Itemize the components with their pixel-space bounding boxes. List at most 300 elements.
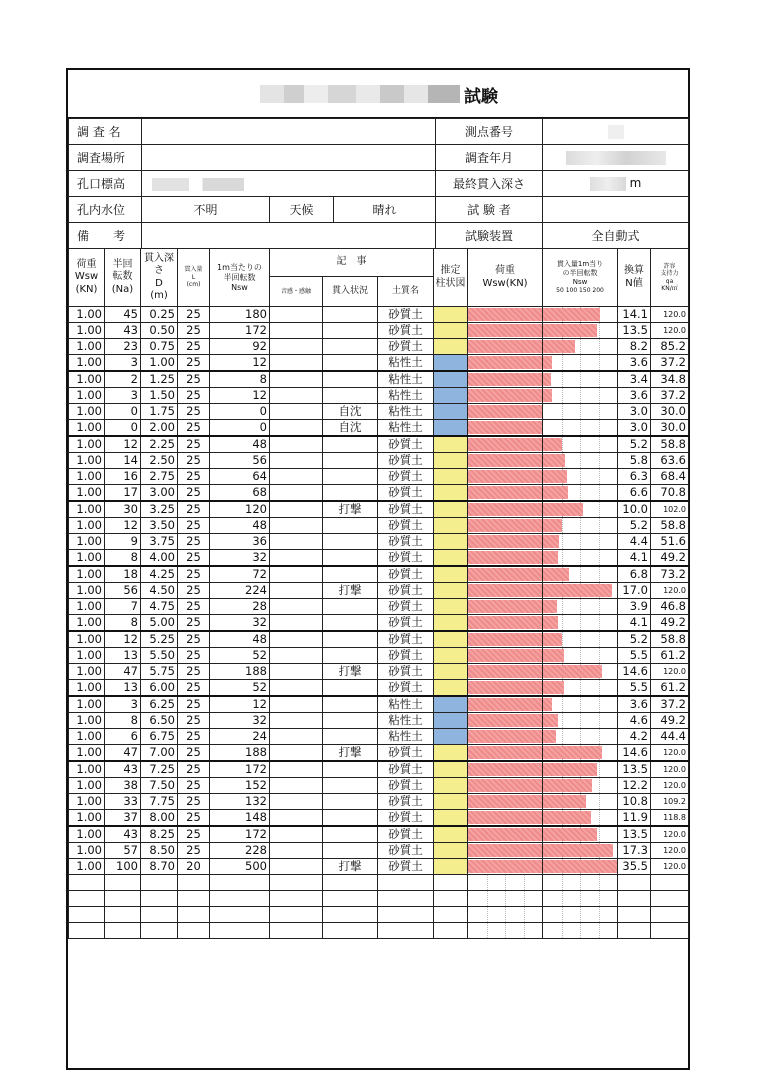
cell-load-bar xyxy=(468,648,543,664)
cell-n-value: 5.8 xyxy=(618,453,651,469)
cell-nsw-bar xyxy=(543,794,618,810)
table-row xyxy=(69,696,689,713)
cell-n-value: 14.6 xyxy=(618,664,651,680)
cell-load-bar xyxy=(468,339,543,355)
load-bar xyxy=(468,389,542,402)
cell-soil: 砂質土 xyxy=(378,469,434,485)
soil-column-fill xyxy=(434,615,467,630)
cell-soil: 粘性土 xyxy=(378,713,434,729)
cell-na: 3 xyxy=(105,388,141,404)
cell-nsw: 172 xyxy=(210,323,270,339)
load-bar xyxy=(468,454,542,467)
cell-nsw-bar xyxy=(543,761,618,778)
load-bar xyxy=(468,421,542,434)
empty-cell xyxy=(378,875,434,891)
label-final-depth: 最終貫入深さ xyxy=(436,171,543,197)
cell-na: 3 xyxy=(105,696,141,713)
cell-penetration: 25 xyxy=(178,599,210,615)
value-weather: 晴れ xyxy=(334,197,436,223)
cell-sound xyxy=(270,323,323,339)
value-tester xyxy=(543,197,689,223)
cell-qa: 34.8 xyxy=(651,371,689,388)
cell-na: 57 xyxy=(105,843,141,859)
header-column: 推定 柱状図 xyxy=(434,249,468,307)
cell-column-chart xyxy=(434,501,468,518)
table-row xyxy=(69,778,689,794)
cell-wsw: 1.00 xyxy=(69,615,105,632)
empty-cell xyxy=(210,907,270,923)
soil-column-fill xyxy=(434,778,467,793)
cell-n-value: 3.6 xyxy=(618,696,651,713)
cell-nsw-bar xyxy=(543,388,618,404)
cell-depth: 4.75 xyxy=(141,599,178,615)
cell-na: 8 xyxy=(105,713,141,729)
cell-load-bar xyxy=(468,404,543,420)
cell-nsw: 172 xyxy=(210,761,270,778)
cell-column-chart xyxy=(434,485,468,502)
cell-penetration: 25 xyxy=(178,534,210,550)
cell-depth: 2.50 xyxy=(141,453,178,469)
cell-wsw: 1.00 xyxy=(69,599,105,615)
cell-depth: 4.25 xyxy=(141,566,178,583)
cell-na: 8 xyxy=(105,550,141,567)
cell-n-value: 3.0 xyxy=(618,420,651,437)
cell-na: 33 xyxy=(105,794,141,810)
cell-column-chart xyxy=(434,859,468,875)
cell-sound xyxy=(270,599,323,615)
cell-penetration: 25 xyxy=(178,339,210,355)
table-row xyxy=(69,518,689,534)
soil-column-fill xyxy=(434,762,467,777)
cell-column-chart xyxy=(434,810,468,827)
cell-penetration: 25 xyxy=(178,713,210,729)
cell-sound xyxy=(270,729,323,745)
cell-soil: 粘性土 xyxy=(378,388,434,404)
cell-n-value: 6.8 xyxy=(618,566,651,583)
cell-soil: 砂質土 xyxy=(378,615,434,632)
cell-soil: 粘性土 xyxy=(378,696,434,713)
nsw-bar xyxy=(543,811,591,824)
table-row xyxy=(69,859,689,875)
cell-n-value: 5.5 xyxy=(618,648,651,664)
cell-column-chart xyxy=(434,664,468,680)
table-row xyxy=(69,664,689,680)
cell-qa: 120.0 xyxy=(651,859,689,875)
nsw-chart-ticks: 50 100 150 200 xyxy=(556,287,604,295)
empty-cell xyxy=(178,875,210,891)
load-bar xyxy=(468,340,542,353)
cell-column-chart xyxy=(434,371,468,388)
header-nsw: 1m当たりの 半回転数 Nsw xyxy=(210,249,270,307)
empty-cell xyxy=(618,891,651,907)
cell-sound xyxy=(270,436,323,453)
cell-load-bar xyxy=(468,518,543,534)
header-n-value: 換算 N値 xyxy=(618,249,651,307)
cell-depth: 3.75 xyxy=(141,534,178,550)
cell-wsw: 1.00 xyxy=(69,420,105,437)
cell-sound xyxy=(270,778,323,794)
soil-column-fill xyxy=(434,388,467,403)
empty-cell xyxy=(618,923,651,939)
cell-depth: 6.00 xyxy=(141,680,178,697)
info-row-survey-name xyxy=(69,119,689,145)
cell-wsw: 1.00 xyxy=(69,404,105,420)
nsw-bar xyxy=(543,486,568,499)
cell-penetration: 25 xyxy=(178,469,210,485)
cell-qa: 30.0 xyxy=(651,404,689,420)
table-row xyxy=(69,599,689,615)
cell-penetration-state: 自沈 xyxy=(323,404,378,420)
cell-qa: 49.2 xyxy=(651,713,689,729)
nsw-bar xyxy=(543,665,602,678)
cell-nsw-bar xyxy=(543,501,618,518)
cell-wsw: 1.00 xyxy=(69,729,105,745)
header-penetration: 貫入量 L (cm) xyxy=(178,249,210,307)
table-row xyxy=(69,550,689,567)
cell-na: 23 xyxy=(105,339,141,355)
cell-soil: 砂質土 xyxy=(378,453,434,469)
cell-depth: 0.50 xyxy=(141,323,178,339)
page-title: 試験 xyxy=(464,87,498,107)
nsw-bar xyxy=(543,519,562,532)
value-point-number xyxy=(543,119,689,145)
cell-column-chart xyxy=(434,307,468,323)
cell-penetration: 25 xyxy=(178,583,210,599)
soil-column-fill xyxy=(434,713,467,728)
cell-depth: 1.00 xyxy=(141,355,178,372)
empty-cell xyxy=(651,907,689,923)
label-survey-date: 調査年月 xyxy=(436,145,543,171)
info-table xyxy=(68,118,689,249)
cell-penetration-state: 打撃 xyxy=(323,583,378,599)
soil-column-fill xyxy=(434,859,467,874)
header-load-kn: 荷重 Wsw(KN) xyxy=(468,249,543,307)
cell-n-value: 13.5 xyxy=(618,323,651,339)
empty-cell xyxy=(378,891,434,907)
cell-column-chart xyxy=(434,355,468,372)
soil-column-fill xyxy=(434,583,467,598)
empty-cell xyxy=(178,923,210,939)
cell-soil: 砂質土 xyxy=(378,323,434,339)
cell-soil: 砂質土 xyxy=(378,631,434,648)
cell-column-chart xyxy=(434,599,468,615)
empty-cell xyxy=(69,923,105,939)
load-bar xyxy=(468,811,542,824)
cell-load-bar xyxy=(468,420,543,437)
load-bar xyxy=(468,730,542,743)
cell-nsw: 48 xyxy=(210,518,270,534)
cell-nsw: 12 xyxy=(210,355,270,372)
header-kiji: 記 事 xyxy=(270,249,434,277)
cell-na: 3 xyxy=(105,355,141,372)
cell-load-bar xyxy=(468,583,543,599)
table-row xyxy=(69,794,689,810)
load-bar xyxy=(468,714,542,727)
cell-nsw: 120 xyxy=(210,501,270,518)
cell-penetration-state xyxy=(323,307,378,323)
cell-load-bar xyxy=(468,631,543,648)
cell-wsw: 1.00 xyxy=(69,778,105,794)
cell-nsw-bar xyxy=(543,323,618,339)
empty-cell xyxy=(141,923,178,939)
cell-penetration-state: 打撃 xyxy=(323,664,378,680)
cell-column-chart xyxy=(434,826,468,843)
cell-n-value: 8.2 xyxy=(618,339,651,355)
load-bar xyxy=(468,503,542,516)
cell-nsw: 8 xyxy=(210,371,270,388)
nsw-bar xyxy=(543,503,583,516)
table-row xyxy=(69,469,689,485)
cell-qa: 63.6 xyxy=(651,453,689,469)
cell-n-value: 5.2 xyxy=(618,436,651,453)
cell-sound xyxy=(270,664,323,680)
cell-qa: 37.2 xyxy=(651,388,689,404)
cell-depth: 6.50 xyxy=(141,713,178,729)
cell-wsw: 1.00 xyxy=(69,745,105,762)
soil-column-fill xyxy=(434,794,467,809)
cell-qa: 120.0 xyxy=(651,323,689,339)
empty-cell xyxy=(468,907,543,923)
label-weather: 天候 xyxy=(270,197,334,223)
cell-qa: 120.0 xyxy=(651,826,689,843)
cell-nsw: 32 xyxy=(210,550,270,567)
label-location: 調査場所 xyxy=(69,145,142,171)
empty-cell xyxy=(651,923,689,939)
cell-penetration-state xyxy=(323,388,378,404)
table-row xyxy=(69,566,689,583)
cell-nsw-bar xyxy=(543,420,618,437)
empty-cell xyxy=(323,923,378,939)
cell-wsw: 1.00 xyxy=(69,631,105,648)
cell-wsw: 1.00 xyxy=(69,696,105,713)
load-bar xyxy=(468,633,542,646)
cell-nsw: 32 xyxy=(210,713,270,729)
empty-cell xyxy=(178,907,210,923)
cell-wsw: 1.00 xyxy=(69,355,105,372)
cell-depth: 1.50 xyxy=(141,388,178,404)
cell-n-value: 4.1 xyxy=(618,550,651,567)
cell-qa: 30.0 xyxy=(651,420,689,437)
empty-cell xyxy=(543,875,618,891)
cell-nsw: 92 xyxy=(210,339,270,355)
cell-wsw: 1.00 xyxy=(69,469,105,485)
cell-soil: 粘性土 xyxy=(378,729,434,745)
cell-load-bar xyxy=(468,761,543,778)
cell-soil: 砂質土 xyxy=(378,664,434,680)
cell-load-bar xyxy=(468,729,543,745)
cell-sound xyxy=(270,859,323,875)
cell-nsw-bar xyxy=(543,648,618,664)
redacted-date xyxy=(566,151,666,165)
cell-load-bar xyxy=(468,534,543,550)
header-row-1 xyxy=(69,249,689,277)
empty-cell xyxy=(434,891,468,907)
data-table xyxy=(68,306,689,939)
cell-depth: 8.50 xyxy=(141,843,178,859)
cell-penetration: 25 xyxy=(178,355,210,372)
cell-na: 30 xyxy=(105,501,141,518)
cell-nsw: 224 xyxy=(210,583,270,599)
empty-cell xyxy=(210,875,270,891)
soil-column-fill xyxy=(434,648,467,663)
soil-column-fill xyxy=(434,810,467,825)
cell-n-value: 5.5 xyxy=(618,680,651,697)
load-bar xyxy=(468,795,542,808)
cell-depth: 7.00 xyxy=(141,745,178,762)
cell-penetration-state xyxy=(323,518,378,534)
empty-cell xyxy=(651,891,689,907)
cell-qa: 51.6 xyxy=(651,534,689,550)
cell-wsw: 1.00 xyxy=(69,339,105,355)
cell-na: 7 xyxy=(105,599,141,615)
cell-depth: 4.50 xyxy=(141,583,178,599)
cell-n-value: 3.0 xyxy=(618,404,651,420)
cell-wsw: 1.00 xyxy=(69,843,105,859)
soil-column-fill xyxy=(434,518,467,533)
empty-row xyxy=(69,875,689,891)
cell-penetration-state xyxy=(323,843,378,859)
cell-sound xyxy=(270,307,323,323)
cell-soil: 砂質土 xyxy=(378,339,434,355)
cell-n-value: 6.6 xyxy=(618,485,651,502)
table-row xyxy=(69,371,689,388)
empty-cell xyxy=(378,923,434,939)
cell-na: 6 xyxy=(105,729,141,745)
cell-depth: 0.25 xyxy=(141,307,178,323)
nsw-bar xyxy=(543,860,617,873)
load-bar xyxy=(468,616,542,629)
cell-n-value: 12.2 xyxy=(618,778,651,794)
cell-soil: 粘性土 xyxy=(378,404,434,420)
label-remarks: 備 考 xyxy=(69,223,142,249)
cell-nsw-bar xyxy=(543,566,618,583)
cell-nsw-bar xyxy=(543,339,618,355)
cell-depth: 7.25 xyxy=(141,761,178,778)
cell-depth: 7.50 xyxy=(141,778,178,794)
cell-qa: 85.2 xyxy=(651,339,689,355)
value-final-depth xyxy=(543,171,689,197)
cell-penetration-state xyxy=(323,778,378,794)
cell-penetration: 25 xyxy=(178,404,210,420)
cell-nsw-bar xyxy=(543,469,618,485)
cell-penetration: 25 xyxy=(178,745,210,762)
nsw-bar xyxy=(543,633,562,646)
value-survey-date xyxy=(543,145,689,171)
cell-wsw: 1.00 xyxy=(69,323,105,339)
cell-nsw: 52 xyxy=(210,648,270,664)
cell-soil: 砂質土 xyxy=(378,778,434,794)
header-qa: 許容 支持力 qa KN/㎡ xyxy=(651,249,689,307)
cell-nsw: 152 xyxy=(210,778,270,794)
cell-penetration: 25 xyxy=(178,453,210,469)
cell-n-value: 4.2 xyxy=(618,729,651,745)
table-row xyxy=(69,680,689,697)
cell-na: 18 xyxy=(105,566,141,583)
cell-nsw: 72 xyxy=(210,566,270,583)
empty-cell xyxy=(178,891,210,907)
cell-penetration-state xyxy=(323,485,378,502)
cell-penetration: 25 xyxy=(178,729,210,745)
cell-soil: 砂質土 xyxy=(378,680,434,697)
soil-column-fill xyxy=(434,550,467,565)
cell-wsw: 1.00 xyxy=(69,307,105,323)
label-water-level: 孔内水位 xyxy=(69,197,142,223)
load-bar xyxy=(468,779,542,792)
cell-nsw: 64 xyxy=(210,469,270,485)
empty-cell xyxy=(141,875,178,891)
nsw-bar xyxy=(543,730,556,743)
cell-n-value: 10.8 xyxy=(618,794,651,810)
cell-penetration-state xyxy=(323,696,378,713)
nsw-bar xyxy=(543,795,586,808)
cell-soil: 砂質土 xyxy=(378,745,434,762)
load-bar xyxy=(468,438,542,451)
nsw-bar xyxy=(543,584,612,597)
cell-nsw-bar xyxy=(543,696,618,713)
table-row xyxy=(69,761,689,778)
table-row xyxy=(69,355,689,372)
cell-load-bar xyxy=(468,453,543,469)
empty-cell xyxy=(69,891,105,907)
table-row xyxy=(69,339,689,355)
empty-row xyxy=(69,891,689,907)
cell-n-value: 17.3 xyxy=(618,843,651,859)
cell-nsw: 188 xyxy=(210,664,270,680)
cell-nsw-bar xyxy=(543,355,618,372)
empty-cell xyxy=(434,907,468,923)
cell-qa: 61.2 xyxy=(651,680,689,697)
cell-penetration: 25 xyxy=(178,778,210,794)
empty-cell xyxy=(69,907,105,923)
label-tester: 試 験 者 xyxy=(436,197,543,223)
cell-sound xyxy=(270,583,323,599)
cell-depth: 5.25 xyxy=(141,631,178,648)
table-row xyxy=(69,436,689,453)
cell-na: 13 xyxy=(105,680,141,697)
cell-load-bar xyxy=(468,843,543,859)
nsw-bar xyxy=(543,454,565,467)
load-bar xyxy=(468,844,542,857)
cell-sound xyxy=(270,648,323,664)
cell-qa: 58.8 xyxy=(651,518,689,534)
cell-depth: 5.75 xyxy=(141,664,178,680)
cell-penetration: 25 xyxy=(178,696,210,713)
cell-depth: 3.50 xyxy=(141,518,178,534)
cell-column-chart xyxy=(434,323,468,339)
cell-penetration: 25 xyxy=(178,436,210,453)
soil-column-fill xyxy=(434,485,467,500)
soil-column-fill xyxy=(434,420,467,435)
cell-load-bar xyxy=(468,436,543,453)
header-depth: 貫入深さ D (m) xyxy=(141,249,178,307)
cell-nsw: 228 xyxy=(210,843,270,859)
cell-soil: 砂質土 xyxy=(378,794,434,810)
value-device: 全自動式 xyxy=(543,223,689,249)
table-row xyxy=(69,534,689,550)
cell-wsw: 1.00 xyxy=(69,436,105,453)
cell-nsw-bar xyxy=(543,778,618,794)
cell-n-value: 3.6 xyxy=(618,388,651,404)
cell-wsw: 1.00 xyxy=(69,566,105,583)
cell-na: 13 xyxy=(105,648,141,664)
cell-nsw-bar xyxy=(543,485,618,502)
soil-column-fill xyxy=(434,372,467,387)
cell-nsw-bar xyxy=(543,810,618,827)
soil-column-fill xyxy=(434,339,467,354)
cell-qa: 58.8 xyxy=(651,436,689,453)
table-row xyxy=(69,583,689,599)
table-row xyxy=(69,485,689,502)
